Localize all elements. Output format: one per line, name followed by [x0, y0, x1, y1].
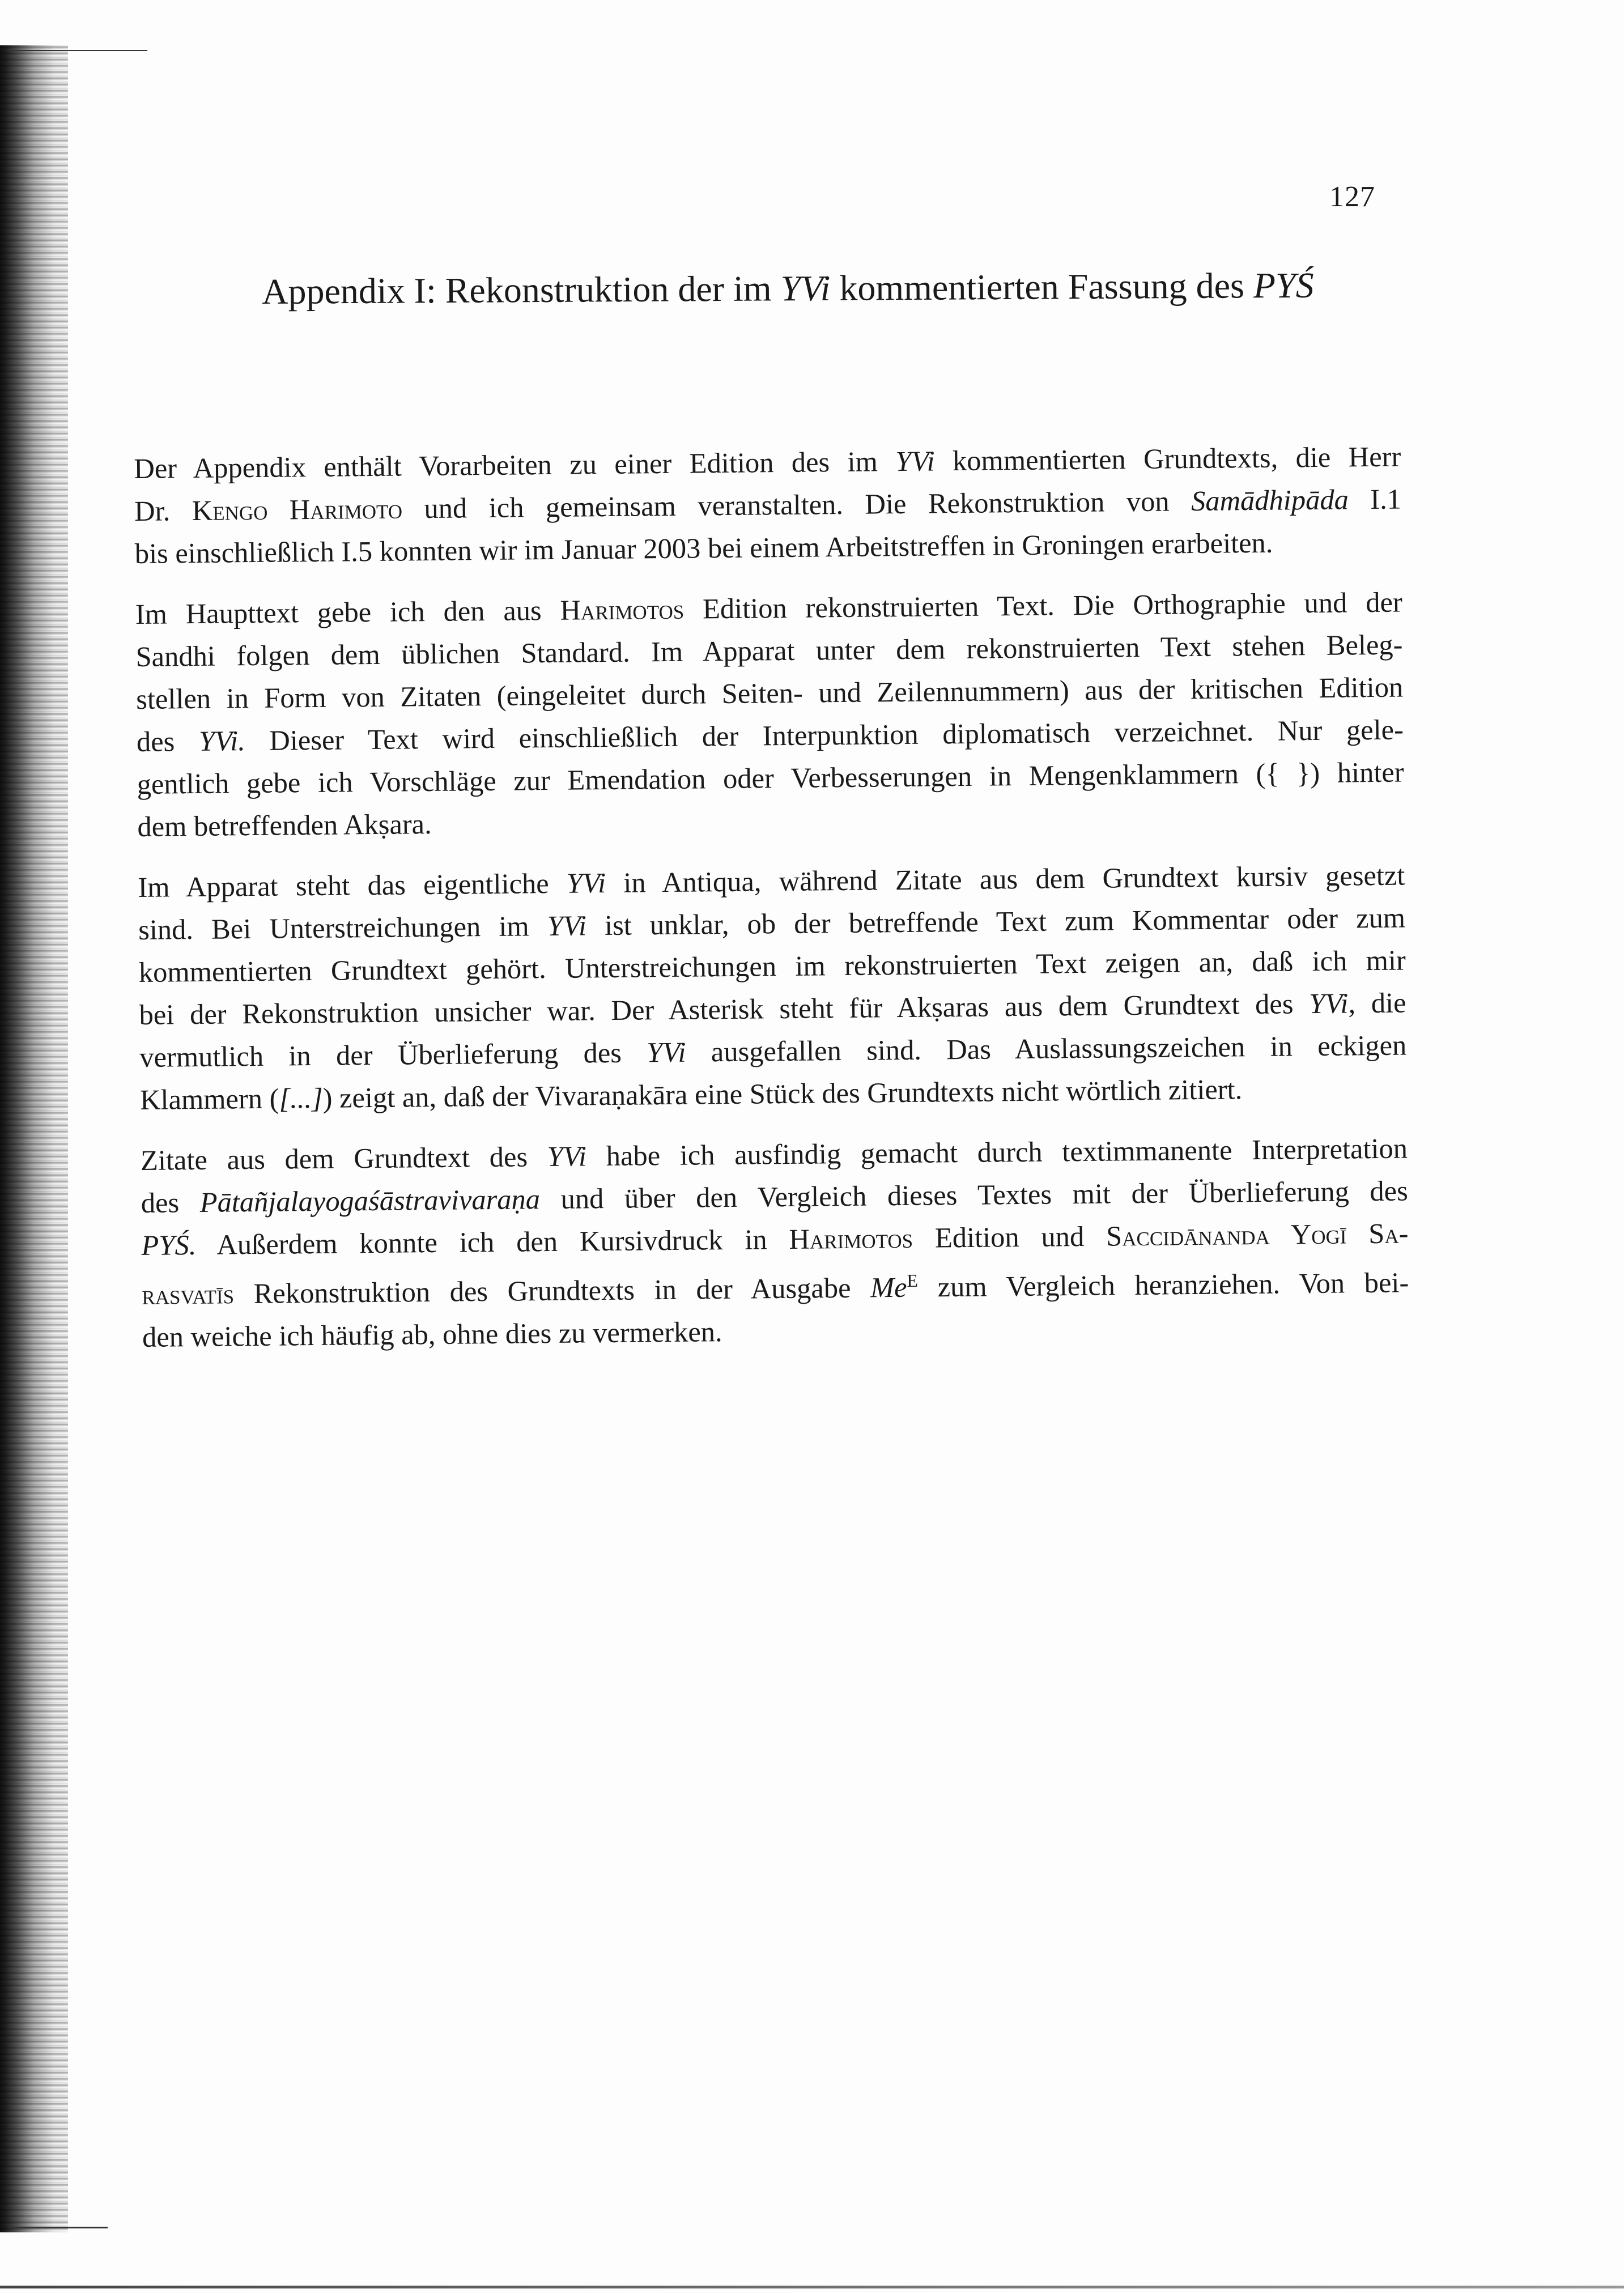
- heading-abbr-pys: PYŚ: [1253, 265, 1314, 306]
- small-caps-name: rasvatīs: [142, 1278, 235, 1311]
- italic-text: YVi: [895, 445, 935, 478]
- italic-text: [...]: [279, 1082, 323, 1114]
- text-run: Im Haupttext gebe ich den aus: [135, 594, 560, 630]
- text-run: I.1: [1348, 483, 1402, 516]
- text-run: in Antiqua, während Zitate aus dem Grundtext kursiv gesetzt: [605, 859, 1405, 899]
- small-caps-name: Kengo Harimoto: [192, 492, 403, 527]
- superscript: E: [907, 1270, 919, 1291]
- text-run: Rekonstruktion des Grundtexts in der Ausgabe: [233, 1271, 871, 1310]
- text-run: die: [1355, 986, 1406, 1019]
- text-run: Edition rekonstruierten Text. Die Orthographie und der: [683, 586, 1403, 625]
- page-number: 127: [1329, 181, 1375, 213]
- text-run: sind. Bei Unterstreichungen im: [138, 910, 548, 946]
- heading-abbr-yvi: YVi: [780, 267, 831, 309]
- italic-text: PYŚ.: [141, 1229, 197, 1261]
- text-run: Im Apparat steht das eigentliche: [138, 867, 567, 903]
- text-run: und ich gemeinsam veranstalten. Die Rekonstruktion von: [402, 485, 1192, 525]
- text-run: kommentierten Grundtexts, die Herr: [934, 440, 1401, 477]
- italic-text: Pātañjalayogaśāstravivaraṇa: [199, 1183, 541, 1218]
- paragraph: [134, 436, 1402, 575]
- text-run: habe ich ausfindig gemacht durch textimmanente Interpretation: [586, 1132, 1408, 1172]
- text-run: Klammern (: [139, 1082, 279, 1116]
- italic-text: YVi: [566, 867, 606, 899]
- italic-text: YVi: [647, 1036, 686, 1069]
- text-run: des: [136, 725, 199, 758]
- text-run: Zitate aus dem Grundtext des: [140, 1141, 548, 1176]
- text-run: Dieser Text wird einschließlich der Interpunktion diplomatisch verzeichnet. Nur gele-: [245, 713, 1404, 757]
- text-run: ausgefallen sind. Das Auslassungszeichen in eckigen: [686, 1029, 1407, 1068]
- text-run: Der Appendix enthält Vorarbeiten zu einer Edition des im: [134, 445, 896, 484]
- text-run: bis einschließlich I.5 konnten wir im Januar 2003 bei einem Arbeitstreffen in Groningen erarbeiten.: [134, 526, 1273, 569]
- text-run: gentlich gebe ich Vorschläge zur Emendation oder Verbesserungen in Mengenklammern ({ }) hinter: [137, 756, 1404, 800]
- italic-text: YVi: [547, 1140, 587, 1173]
- body-text: [134, 436, 1410, 1377]
- text-run: dem betreffenden Akṣara.: [137, 807, 432, 843]
- text-run: ) zeigt an, daß der Vivaraṇakāra eine Stück des Grundtexts nicht wörtlich zitiert.: [322, 1073, 1243, 1114]
- text-run: den weiche ich häufig ab, ohne dies zu vermerken.: [142, 1315, 722, 1353]
- text-run: ist unklar, ob der betreffende Text zum Kommentar oder zum: [586, 901, 1406, 942]
- paragraph: [141, 1127, 1410, 1358]
- small-caps-name: Harimotos: [789, 1222, 913, 1255]
- text-run: Sandhi folgen dem üblichen Standard. Im Apparat unter dem rekonstruierten Text stehen Beleg-: [135, 628, 1403, 673]
- text-run: vermutlich in der Überlieferung des: [139, 1036, 647, 1073]
- text-run: und über den Vergleich dieses Textes mit der Überlieferung des: [539, 1175, 1408, 1215]
- small-caps-name: Harimotos: [560, 593, 685, 626]
- text-run: Außerdem konnte ich den Kursivdruck in: [196, 1223, 789, 1261]
- text-run: stellen in Form von Zitaten (eingeleitet durch Seiten- und Zeilennummern) aus der kritischen Edition: [135, 671, 1404, 715]
- text-run: bei der Rekonstruktion unsicher war. Der Asterisk steht für Akṣaras aus dem Grundtext des: [139, 988, 1310, 1031]
- italic-text: YVi: [547, 909, 587, 942]
- appendix-heading: [262, 264, 1395, 313]
- text-run: Edition und: [912, 1220, 1107, 1254]
- scan-edge-mark-top: [11, 50, 147, 51]
- italic-text: YVi,: [1308, 987, 1356, 1020]
- paragraph: [135, 581, 1404, 848]
- italic-text: Samādhipāda: [1191, 483, 1349, 517]
- binding-shadow: [0, 45, 68, 2232]
- heading-text: Appendix I: Rekonstruktion der im: [262, 268, 781, 312]
- text-run: des: [141, 1186, 200, 1219]
- paragraph: [138, 854, 1407, 1121]
- italic-text: YVi.: [198, 725, 246, 757]
- scan-bottom-edge: [0, 2286, 1624, 2288]
- scan-edge-mark-bottom: [11, 2227, 108, 2228]
- text-run: kommentierten Grundtext gehört. Unterstreichungen im rekonstruierten Text zeigen an, daß ich mir: [138, 944, 1406, 988]
- heading-text-middle: kommentierten Fassung des: [830, 265, 1254, 308]
- small-caps-name: Saccidānanda Yogī Sa-: [1106, 1217, 1409, 1252]
- text-run: Dr.: [134, 495, 192, 527]
- text-run: zum Vergleich heranziehen. Von bei-: [917, 1266, 1409, 1303]
- italic-text: Me: [870, 1271, 907, 1304]
